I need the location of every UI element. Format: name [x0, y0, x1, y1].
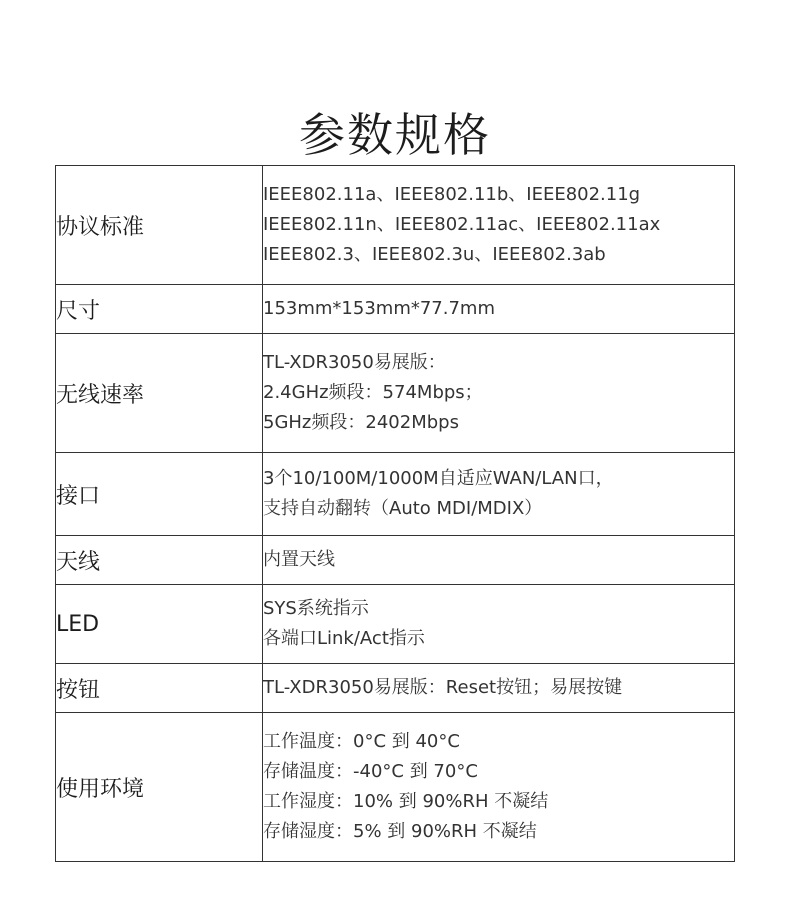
- table-row: [56, 536, 735, 585]
- table-row: [56, 166, 735, 285]
- row-value: [263, 536, 735, 585]
- row-value: [263, 166, 735, 285]
- value-line: 内置天线: [263, 549, 335, 570]
- table-row: [56, 285, 735, 334]
- row-label: 天线: [56, 536, 263, 585]
- page-title: 参数规格: [299, 107, 491, 162]
- value-line: IEEE802.11n、IEEE802.11ac、IEEE802.11ax: [263, 214, 661, 235]
- row-value: [263, 285, 735, 334]
- spec-table: [55, 165, 735, 862]
- value-line: TL-XDR3050易展版：: [263, 352, 446, 373]
- row-label: 使用环境: [56, 713, 263, 862]
- row-value: [263, 453, 735, 536]
- table-row: [56, 713, 735, 862]
- row-value: [263, 713, 735, 862]
- row-label: 尺寸: [56, 285, 263, 334]
- value-line: 支持自动翻转（Auto MDI/MDIX）: [263, 498, 543, 519]
- table-row: [56, 453, 735, 536]
- value-line: 存储湿度：5% 到 90%RH 不凝结: [263, 821, 537, 842]
- value-line: SYS系统指示: [263, 598, 369, 619]
- value-line: 各端口Link/Act指示: [263, 628, 425, 649]
- value-line: 工作湿度：10% 到 90%RH 不凝结: [263, 791, 549, 812]
- row-label: 按钮: [56, 664, 263, 713]
- row-value: [263, 334, 735, 453]
- value-line: 3个10/100M/1000M自适应WAN/LAN口，: [263, 468, 614, 489]
- row-label: 协议标准: [56, 166, 263, 285]
- row-value: [263, 585, 735, 664]
- row-label: 无线速率: [56, 334, 263, 453]
- value-line: 5GHz频段：2402Mbps: [263, 412, 459, 433]
- value-line: IEEE802.3、IEEE802.3u、IEEE802.3ab: [263, 244, 606, 265]
- row-label: 接口: [56, 453, 263, 536]
- row-label: LED: [56, 585, 263, 664]
- table-row: [56, 585, 735, 664]
- table-row: [56, 664, 735, 713]
- value-line: IEEE802.11a、IEEE802.11b、IEEE802.11g: [263, 184, 641, 205]
- row-value: [263, 664, 735, 713]
- value-line: 2.4GHz频段：574Mbps；: [263, 382, 483, 403]
- value-line: 工作温度：0°C 到 40°C: [263, 731, 460, 752]
- value-line: 存储温度：-40°C 到 70°C: [263, 761, 478, 782]
- value-line: TL-XDR3050易展版：Reset按钮；易展按键: [263, 677, 623, 698]
- value-line: 153mm*153mm*77.7mm: [263, 298, 495, 319]
- table-row: [56, 334, 735, 453]
